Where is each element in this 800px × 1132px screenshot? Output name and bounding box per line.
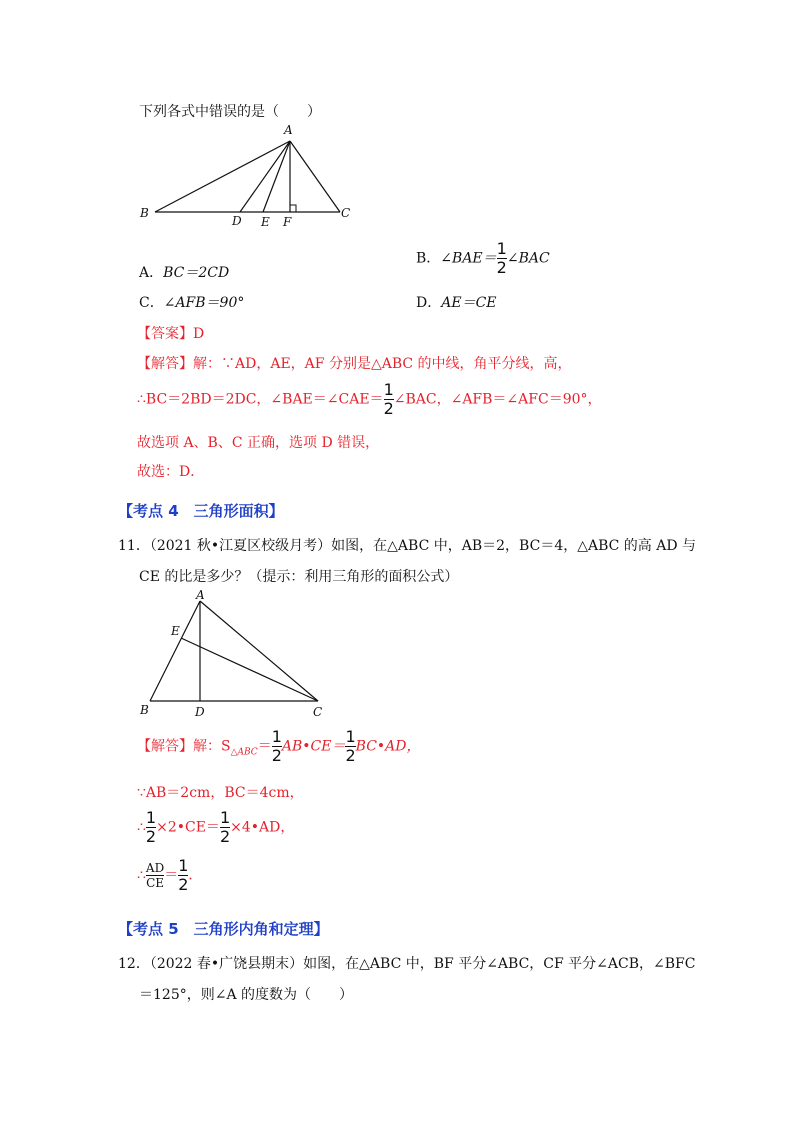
segment-ab — [150, 601, 200, 701]
label-e: E — [171, 624, 180, 638]
question-number: 12． — [118, 956, 150, 972]
segment-ab — [155, 141, 290, 212]
fraction-half: $\frac{1}{2}$ — [271, 727, 282, 765]
label-c: C — [341, 206, 351, 220]
label-d: D — [232, 214, 242, 228]
option-c-text: ∠AFB＝90° — [163, 295, 245, 311]
sol1-sub: △ABC — [230, 747, 258, 758]
solution-tag: 【解答】 — [137, 356, 193, 372]
label-a: A — [284, 123, 293, 137]
sol1-b: ＝ — [257, 738, 272, 755]
label-b: B — [140, 206, 149, 220]
label-a: A — [196, 588, 205, 602]
question-12-line-2: ＝125°，则∠A 的度数为（ ） — [139, 987, 354, 1003]
option-a — [139, 262, 229, 282]
question-stem: 下列各式中错误的是（ ） — [139, 104, 321, 120]
option-d-text: AE＝CE — [441, 295, 497, 311]
label-d: D — [195, 705, 205, 719]
option-b-pre: ∠BAE＝ — [440, 250, 497, 267]
fraction-half: $\frac{1}{2}$ — [345, 727, 356, 765]
option-a-label: A． — [139, 265, 164, 281]
solution-line-3: 故选项 A、B、C 正确，选项 D 错误， — [137, 435, 380, 451]
sol3-b: ×2•CE＝ — [156, 819, 220, 836]
solution-text-2b: ∠BAC，∠AFB＝∠AFC＝90°， — [393, 391, 602, 408]
fraction-half: $\frac{1}{2}$ — [383, 380, 394, 418]
question-number: 11． — [118, 538, 150, 554]
answer: 【答案】D — [137, 326, 205, 342]
label-f: F — [283, 215, 292, 229]
sol3-a: ∴ — [137, 819, 146, 836]
sol4-end: ． — [188, 867, 203, 884]
q11-solution-line-3 — [137, 810, 294, 845]
option-b-post: ∠BAC — [506, 250, 550, 267]
triangle-figure-1 — [135, 118, 365, 230]
sol1-a: 解：S — [193, 738, 231, 755]
segment-ce — [181, 638, 318, 701]
question-text: （2022 春•广饶县期末）如图，在△ABC 中，BF 平分∠ABC，CF 平分∠ACB，∠BFC — [149, 956, 696, 972]
question-11-line-2: CE 的比是多少？（提示：利用三角形的面积公式） — [139, 569, 459, 585]
fraction-half: $\frac{1}{2}$ — [145, 808, 157, 846]
solution-line-2 — [137, 382, 602, 417]
fraction-half: $\frac{1}{2}$ — [178, 856, 189, 894]
option-d — [416, 292, 497, 312]
option-b — [416, 241, 550, 276]
label-c: C — [313, 705, 323, 719]
section-heading-4: 【考点 4 三角形面积】 — [118, 502, 284, 520]
option-d-label: D． — [416, 295, 442, 311]
question-12-line-1 — [118, 953, 695, 973]
sol1-c: AB•CE＝ — [281, 738, 346, 755]
label-e: E — [261, 215, 270, 229]
option-b-label: B． — [416, 250, 441, 267]
solution-line-4: 故选：D． — [137, 464, 205, 480]
question-text: （2021 秋•江夏区校级月考）如图，在△ABC 中，AB＝2，BC＝4，△ABC 的高 AD 与 — [149, 538, 697, 554]
fraction-half: $\frac{1}{2}$ — [496, 239, 507, 277]
q11-solution-line-4 — [137, 858, 202, 893]
solution-line-1 — [137, 353, 572, 373]
segment-ae — [263, 141, 290, 212]
sol4-a: ∴ — [137, 867, 146, 884]
q11-solution-line-2: ∵AB＝2cm，BC＝4cm， — [137, 785, 304, 801]
solution-text-1: 解：∵AD，AE，AF 分别是△ABC 的中线，角平分线，高， — [193, 356, 572, 372]
right-angle-mark — [290, 205, 296, 212]
label-b: B — [140, 703, 149, 717]
solution-text-2a: ∴BC＝2BD＝2DC，∠BAE＝∠CAE＝ — [137, 391, 384, 408]
fraction-ad-ce: $\frac{AD}{CE}$ — [145, 861, 165, 890]
option-a-text: BC＝2CD — [163, 265, 230, 281]
option-c — [139, 292, 244, 312]
fraction-half: $\frac{1}{2}$ — [219, 808, 231, 846]
sol1-d: BC•AD， — [355, 738, 421, 755]
segment-ad — [240, 141, 290, 212]
sol3-c: ×4•AD， — [230, 819, 295, 836]
q11-solution-line-1 — [137, 729, 421, 764]
section-heading-5: 【考点 5 三角形内角和定理】 — [118, 920, 329, 938]
option-c-label: C． — [139, 295, 164, 311]
triangle-figure-2 — [135, 588, 335, 723]
solution-tag: 【解答】 — [137, 738, 193, 755]
sol4-eq: ＝ — [164, 867, 179, 884]
segment-ac — [200, 601, 318, 701]
question-11-line-1 — [118, 535, 696, 555]
segment-ac — [290, 141, 340, 212]
